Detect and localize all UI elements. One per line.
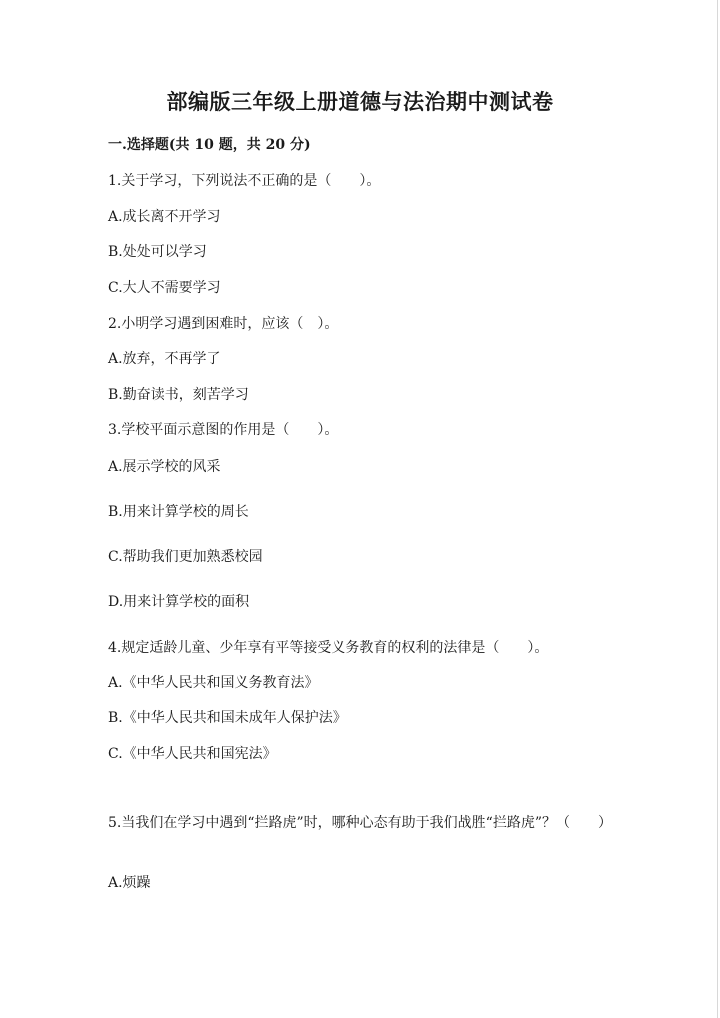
- question-1-stem: 1.关于学习，下列说法不正确的是（ ）。: [108, 173, 381, 189]
- question-3-option-d: D.用来计算学校的面积: [108, 594, 250, 610]
- question-4-option-b: B.《中华人民共和国未成年人保护法》: [108, 710, 347, 726]
- question-3-option-c: C.帮助我们更加熟悉校园: [108, 549, 263, 565]
- question-5-option-a: A.烦躁: [108, 875, 151, 891]
- question-2-option-b: B.勤奋读书，刻苦学习: [108, 387, 249, 403]
- page-title: 部编版三年级上册道德与法治期中测试卷: [166, 89, 554, 114]
- question-3-option-b: B.用来计算学校的周长: [108, 504, 249, 520]
- question-1-option-a: A.成长离不开学习: [108, 209, 221, 225]
- question-1-option-c: C.大人不需要学习: [108, 280, 221, 296]
- question-1-option-b: B.处处可以学习: [108, 244, 207, 260]
- question-4-option-a: A.《中华人民共和国义务教育法》: [108, 675, 319, 691]
- question-5-stem: 5.当我们在学习中遇到“拦路虎”时，哪种心态有助于我们战胜“拦路虎”？（ ）: [108, 815, 612, 831]
- question-2-option-a: A.放弃，不再学了: [108, 351, 221, 367]
- page-edge: [717, 0, 718, 1018]
- question-3-option-a: A.展示学校的风采: [108, 459, 221, 475]
- question-3-stem: 3.学校平面示意图的作用是（ ）。: [108, 422, 339, 438]
- question-4-stem: 4.规定适龄儿童、少年享有平等接受义务教育的权利的法律是（ ）。: [108, 640, 549, 656]
- question-2-stem: 2.小明学习遇到困难时，应该（ ）。: [108, 316, 339, 332]
- section-heading: 一.选择题(共 10 题，共 20 分): [108, 137, 311, 153]
- question-4-option-c: C.《中华人民共和国宪法》: [108, 746, 277, 762]
